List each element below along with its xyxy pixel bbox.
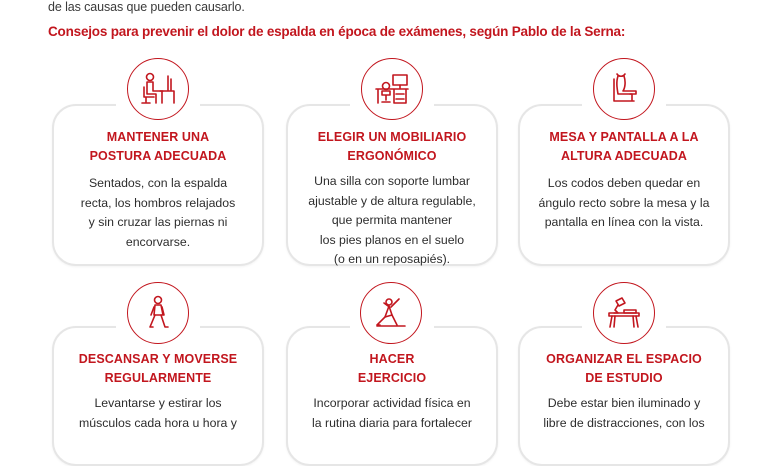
tip-card-study-space (518, 326, 730, 466)
tip-card-posture (52, 104, 264, 266)
study-desk-lamp-icon (593, 282, 655, 344)
card-body: Levantarse y estirar los músculos cada hora u hora y (79, 396, 237, 430)
card-body: Debe estar bien iluminado y libre de distracciones, con los (543, 396, 705, 430)
tip-card-desk-height (518, 104, 730, 266)
card-title: ORGANIZAR EL ESPACIO DE ESTUDIO (546, 352, 702, 385)
card-title: MESA Y PANTALLA A LA ALTURA ADECUADA (549, 130, 699, 163)
card-body: Incorporar actividad física en la rutina diaria para fortalecer (312, 396, 472, 430)
section-heading: Consejos para prevenir el dolor de espalda en época de exámenes, según Pablo de la Serna: (48, 24, 626, 39)
card-title: ELEGIR UN MOBILIARIO ERGONÓMICO (317, 130, 467, 163)
card-body: Los codos deben quedar en ángulo recto sobre la mesa y la pantalla en línea con la vista. (538, 176, 710, 229)
card-title: DESCANSAR Y MOVERSE REGULARMENTE (78, 352, 238, 385)
tip-card-furniture (286, 104, 498, 266)
intro-text: de las causas que pueden causarlo. (48, 0, 245, 14)
walking-person-icon (127, 282, 189, 344)
card-title: HACER EJERCICIO (357, 352, 427, 385)
exercise-stretch-icon (360, 282, 422, 344)
desk-chair-monitor-icon (361, 58, 423, 120)
seated-posture-icon (593, 58, 655, 120)
person-at-desk-icon (127, 58, 189, 120)
tip-card-exercise (286, 326, 498, 466)
card-body: Una silla con soporte lumbar ajustable y de altura regulable, que permita mantener los pies planos en el suelo (o en un reposapiés). (308, 174, 476, 266)
tip-card-rest-move (52, 326, 264, 466)
card-title: MANTENER UNA POSTURA ADECUADA (89, 130, 227, 163)
card-body: Sentados, con la espalda recta, los hombros relajados y sin cruzar las piernas ni encorvarse. (80, 176, 236, 249)
